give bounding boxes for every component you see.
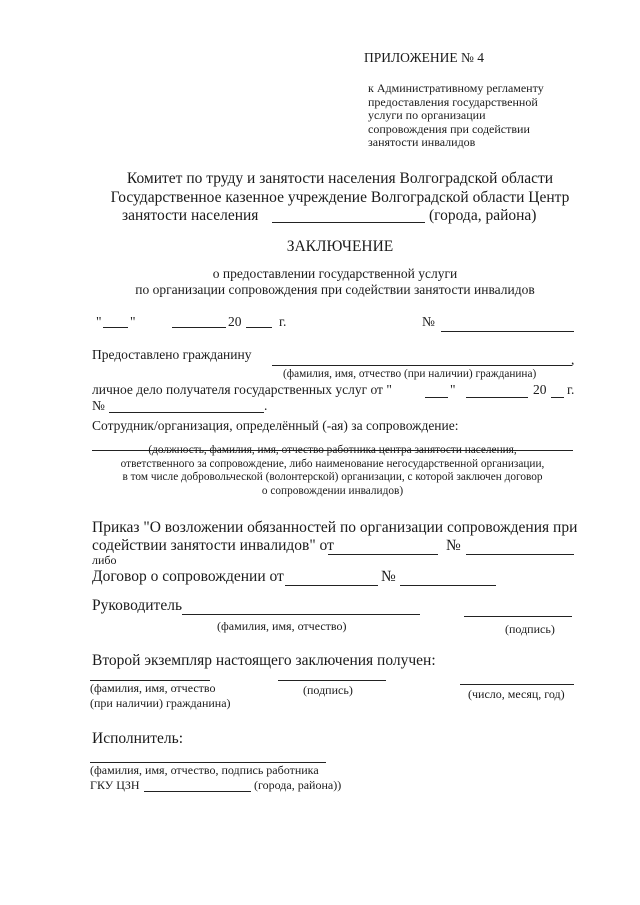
personal-file-year-line[interactable] [551,397,564,398]
escort-hint-line: в том числе добровольческой (волонтерской) организации, с которой заключен договор [122,471,543,483]
date-number-line[interactable] [441,331,574,332]
personal-file-period: . [264,398,268,413]
escort-hint-line: о сопровождении инвалидов) [261,484,404,497]
order-date-line[interactable] [328,554,438,555]
head-label: Руководитель [92,597,183,614]
appendix-line: к Административному регламенту [368,81,544,95]
received-sign-hint: (подпись) [303,683,353,697]
received-date-hint: (число, месяц, год) [468,687,565,701]
executor-district-line[interactable] [144,791,251,792]
date-number-sign: № [422,314,435,329]
date-quote-open: " [96,314,102,329]
order-line-1: Приказ "О возложении обязанностей по организации сопровождения при [92,519,578,536]
appendix-line: услуги по организации [368,108,486,122]
appendix-line: сопровождения при содействии [368,121,530,136]
executor-hint-2-suffix: (города, района)) [254,778,342,792]
contract-date-line[interactable] [285,585,378,586]
executor-label: Исполнитель: [92,730,184,747]
head-sign-hint: (подпись) [505,622,555,636]
head-name-line[interactable] [182,614,420,615]
date-day-line[interactable] [103,327,128,328]
contract-number-sign: № [381,568,396,585]
order-either: либо [92,553,117,567]
personal-file-year-prefix: 20 [533,382,547,397]
date-year-prefix: 20 [228,314,242,329]
personal-file-quote-close: " [450,382,456,397]
subtitle-line-1: о предоставлении государственной услуги [212,266,458,281]
order-number-line[interactable] [466,554,574,555]
order-number-sign: № [446,537,461,554]
appendix-text [368,82,618,150]
escort-hint [88,444,577,498]
contract-number-line[interactable] [400,585,496,586]
date-year-line[interactable] [246,327,272,328]
document-title: ЗАКЛЮЧЕНИЕ [286,238,394,255]
head-sign-line[interactable] [464,616,572,617]
header-line-2: Государственное казенное учреждение Волгоградской области Центр [110,189,570,206]
personal-file-text: личное дело получателя государственных услуг от " [92,382,392,397]
appendix-line: занятости инвалидов [368,135,476,149]
executor-hint-2-prefix: ГКУ ЦЗН [90,778,140,792]
provided-citizen-line[interactable] [272,365,572,366]
personal-file-year-suffix: г. [567,382,575,397]
header-line-3-suffix: (города, района) [429,207,537,224]
head-name-hint: (фамилия, имя, отчество) [217,619,347,633]
escort-label: Сотрудник/организация, определённый (-ая) за сопровождение: [92,418,459,433]
date-year-suffix: г. [279,314,287,329]
contract-label: Договор о сопровождении от [92,568,284,585]
executor-hint-1: (фамилия, имя, отчество, подпись работника [90,763,319,777]
header-line-3-prefix: занятости населения [122,207,259,224]
personal-file-day-line[interactable] [425,397,448,398]
subtitle-line-2: по организации сопровождения при содействии занятости инвалидов [135,282,535,297]
received-date-line[interactable] [460,684,574,685]
personal-file-number-sign: № [92,398,105,413]
date-month-line[interactable] [172,327,226,328]
provided-comma: , [571,352,575,367]
order-line-2: содействии занятости инвалидов" от [92,537,334,554]
header-line-1: Комитет по труду и занятости населения Волгоградской области [126,170,554,187]
received-name-hint-2: (при наличии) гражданина) [90,696,231,710]
personal-file-month-line[interactable] [466,397,528,398]
provided-label: Предоставлено гражданину [92,347,252,362]
escort-hint-line: (должность, фамилия, имя, отчество работника центра занятости населения, [148,444,517,456]
appendix-line: предоставления государственной [368,94,538,109]
provided-hint: (фамилия, имя, отчество (при наличии) гражданина) [283,368,537,380]
personal-file-number-line[interactable] [109,412,264,413]
received-label: Второй экземпляр настоящего заключения получен: [92,652,436,669]
date-quote-close: " [130,314,136,329]
received-name-hint-1: (фамилия, имя, отчество [90,681,216,695]
appendix-title: ПРИЛОЖЕНИЕ № 4 [364,50,485,65]
escort-hint-line: ответственного за сопровождение, либо наименование негосударственной организации, [120,457,545,470]
header-district-line[interactable] [272,222,425,223]
received-sign-line[interactable] [278,680,386,681]
